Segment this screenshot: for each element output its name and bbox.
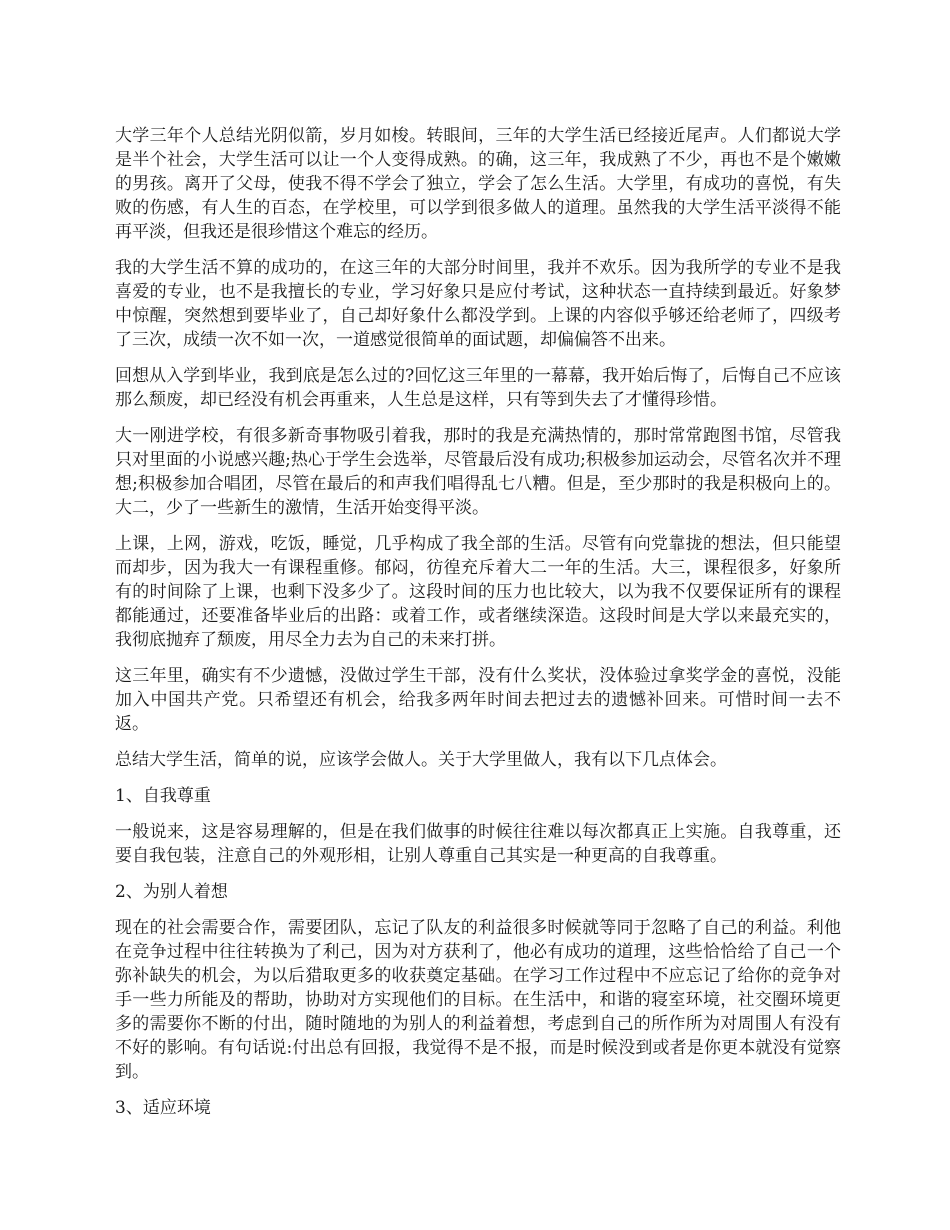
paragraph-intro: 大学三年个人总结光阴似箭，岁月如梭。转眼间，三年的大学生活已经接近尾声。人们都说大学是半个社会，大学生活可以让一个人变得成熟。的确，这三年，我成熟了不少，再也不是个嫩嫩的男孩。离开了父母，使我不得不学会了独立，学会了怎么生活。大学里，有成功的喜悦，有失败的伤感，有人生的百态，在学校里，可以学到很多做人的道理。虽然我的大学生活平淡得不能再平淡，但我还是很珍惜这个难忘的经历。 <box>115 126 841 242</box>
paragraph-consider-others: 现在的社会需要合作，需要团队，忘记了队友的利益很多时候就等同于忽略了自己的利益。利他在竞争过程中往往转换为了利己，因为对方获利了，他必有成功的道理，这些恰恰给了自己一个弥补缺失的机会，为以后猎取更多的收获奠定基础。在学习工作过程中不应忘记了给你的竞争对手一些力所能及的帮助，协助对方实现他们的目标。在生活中，和谐的寝室环境，社交圈环境更多的需要你不断的付出，随时随地的为别人的利益着想，考虑到自己的所作所为对周围人有没有不好的影响。有句话说:付出总有回报，我觉得不是不报，而是时候没到或者是你更本就没有觉察到。 <box>115 918 841 1082</box>
paragraph-freshman-year: 大一刚进学校，有很多新奇事物吸引着我，那时的我是充满热情的，那时常常跑图书馆，尽管我只对里面的小说感兴趣;热心于学生会选举，尽管最后没有成功;积极参加运动会，尽管名次并不理想;积极参加合唱团，尽管在最后的和声我们唱得乱七八糟。但是，至少那时的我是积极向上的。大二，少了一些新生的激情，生活开始变得平淡。 <box>115 426 842 518</box>
document-body <box>115 124 841 1132</box>
section-heading-self-respect: 1、自我尊重 <box>115 786 211 806</box>
section-heading-consider-others: 2、为别人着想 <box>115 882 228 902</box>
paragraph-daily-life: 上课，上网，游戏，吃饭，睡觉，几乎构成了我全部的生活。尽管有向党靠拢的想法，但只能望而却步，因为我大一有课程重修。郁闷，彷徨充斥着大二一年的生活。大三，课程很多，好象所有的时间除了上课，也剩下没多少了。这段时间的压力也比较大，以为我不仅要保证所有的课程都能通过，还要准备毕业后的出路：或着工作，或者继续深造。这段时间是大学以来最充实的，我彻底抛弃了颓废，用尽全力去为自己的未来打拼。 <box>115 534 841 650</box>
paragraph-not-successful: 我的大学生活不算的成功的，在这三年的大部分时间里，我并不欢乐。因为我所学的专业不是我喜爱的专业，也不是我擅长的专业，学习好象只是应付考试，这种状态一直持续到最近。好象梦中惊醒，突然想到要毕业了，自己却好象什么都没学到。上课的内容似乎够还给老师了，四级考了三次，成绩一次不如一次，一道感觉很简单的面试题，却偏偏答不出来。 <box>115 258 841 350</box>
paragraph-self-respect: 一般说来，这是容易理解的，但是在我们做事的时候往往难以每次都真正上实施。自我尊重，还要自我包装，注意自己的外观形相，让别人尊重自己其实是一种更高的自我尊重。 <box>115 822 841 866</box>
paragraph-summary: 总结大学生活，简单的说，应该学会做人。关于大学里做人，我有以下几点体会。 <box>115 750 727 770</box>
paragraph-recall: 回想从入学到毕业，我到底是怎么过的?回忆这三年里的一幕幕，我开始后悔了，后悔自己不应该那么颓废，却已经没有机会再重来，人生总是这样，只有等到失去了才懂得珍惜。 <box>115 366 841 410</box>
section-heading-adapt-environment: 3、适应环境 <box>115 1098 211 1118</box>
paragraph-regrets: 这三年里，确实有不少遗憾，没做过学生干部，没有什么奖状，没体验过拿奖学金的喜悦，没能加入中国共产党。只希望还有机会，给我多两年时间去把过去的遗憾补回来。可惜时间一去不返。 <box>115 666 841 734</box>
